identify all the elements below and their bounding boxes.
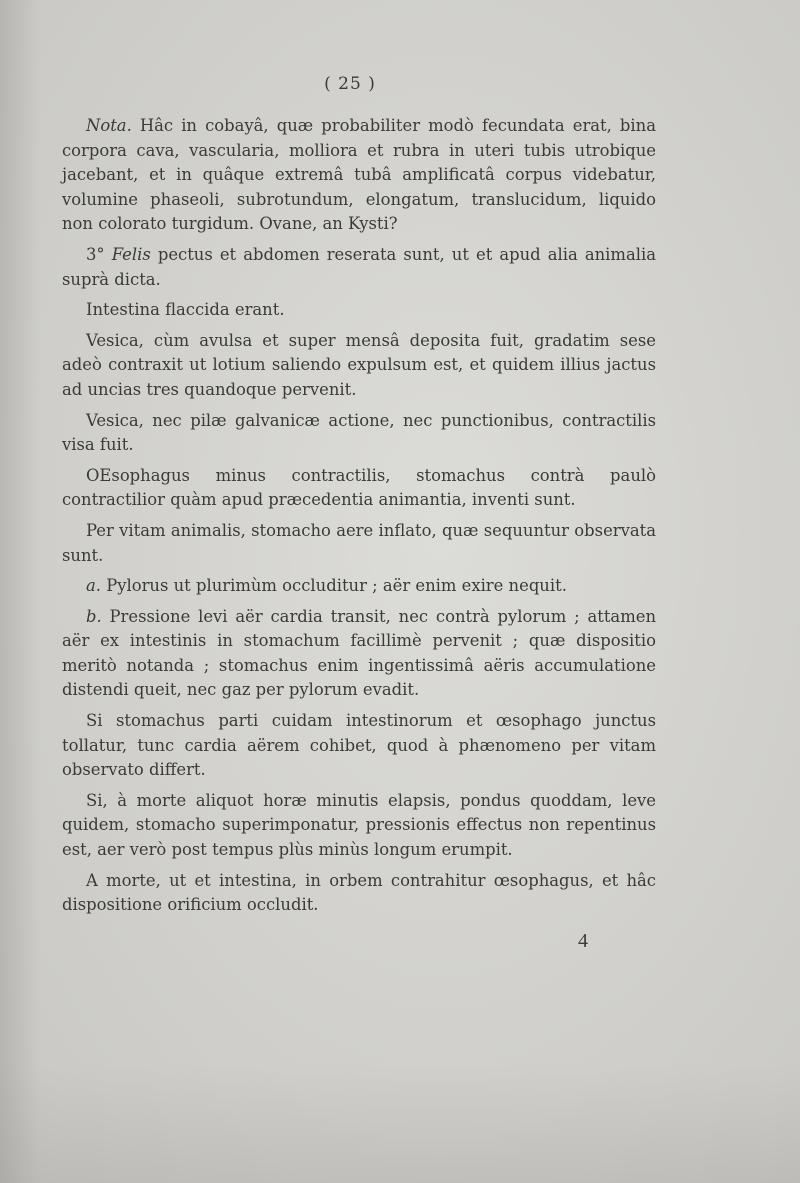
paragraph-text: Hâc in cobayâ, quæ probabiliter modò fecundata erat, bina corpora cava, vascularia, molliora et rubra in uteri tubis utrobique jacebant, et in quâque extremâ tubâ amplificatâ corpus videbatur, volumine phaseoli, subrotundum, elongatum, translucidum, liquido non colorato turgidum. Ovane, an Kysti? <box>62 116 656 234</box>
paragraph-oesophagus <box>62 464 656 513</box>
paragraph-a <box>62 574 656 599</box>
paragraph-text: Per vitam animalis, stomacho aere inflato, quæ sequuntur observata sunt. <box>62 520 656 565</box>
paragraph-per-vitam <box>62 519 656 568</box>
paragraph-text: Vesica, cùm avulsa et super mensâ deposita fuit, gradatim sese adeò contraxit ut lotium saliendo expulsum est, et quidem illius jactus ad uncias tres quandoque pervenit. <box>62 330 656 399</box>
paragraph-text: Pressione levi aër cardia transit, nec contrà pylorum ; attamen aër ex intestinis in stomachum facillimè pervenit ; quæ dispositio meritò notanda ; stomachus enim ingentissimâ aëris accumulatione distendi queit, nec gaz per pylorum evadit. <box>62 606 656 700</box>
paragraph-text: OEsophagus minus contractilis, stomachus contrà paulò contractilior quàm apud præcedentia animantia, inventi sunt. <box>62 465 656 510</box>
paragraph-text: Vesica, nec pilæ galvanicæ actione, nec punctionibus, contractilis visa fuit. <box>62 410 656 455</box>
paragraph-lead: b. <box>86 606 102 626</box>
page-number: ( 25 ) <box>324 74 376 94</box>
paragraph-text: Si, à morte aliquot horæ minutis elapsis, pondus quoddam, leve quidem, stomacho superimponatur, pressionis effectus non repentinus est, aer verò post tempus plùs minùs longum erumpit. <box>62 790 656 860</box>
paragraph-a-morte <box>62 869 656 918</box>
body-text <box>62 114 656 924</box>
paragraph-intestina <box>62 298 656 323</box>
paragraph-text: Pylorus ut plurimùm occluditur ; aër enim exire nequit. <box>100 576 567 596</box>
paragraph-vesica-2 <box>62 409 656 458</box>
paragraph-nota <box>62 114 656 237</box>
paragraph-b <box>62 605 656 703</box>
paragraph-si-morte <box>62 789 656 863</box>
paragraph-text: A morte, ut et intestina, in orbem contrahitur œsophagus, et hâc dispositione orificium occludit. <box>62 870 656 915</box>
paragraph-lead: Nota. <box>86 116 132 135</box>
paragraph-text: pectus et abdomen reserata sunt, ut et apud alia animalia suprà dicta. <box>62 244 656 289</box>
paragraph-vesica-1 <box>62 329 656 403</box>
page-shadow-left <box>0 0 40 1183</box>
paragraph-text: Si stomachus parti cuidam intestinorum et œsophago junctus tollatur, tunc cardia aërem cohibet, quod à phænomeno per vitam observato differt. <box>62 711 656 780</box>
page-shadow-bottom <box>0 1063 800 1183</box>
paragraph-si-stomachus <box>62 709 656 783</box>
paragraph-prefix: 3° <box>86 244 112 264</box>
signature-mark: 4 <box>578 930 588 952</box>
paragraph-lead: a. <box>86 576 101 596</box>
paragraph-felis <box>62 243 656 292</box>
paragraph-text: Intestina flaccida erant. <box>86 300 285 320</box>
paragraph-lead: Felis <box>111 244 151 264</box>
